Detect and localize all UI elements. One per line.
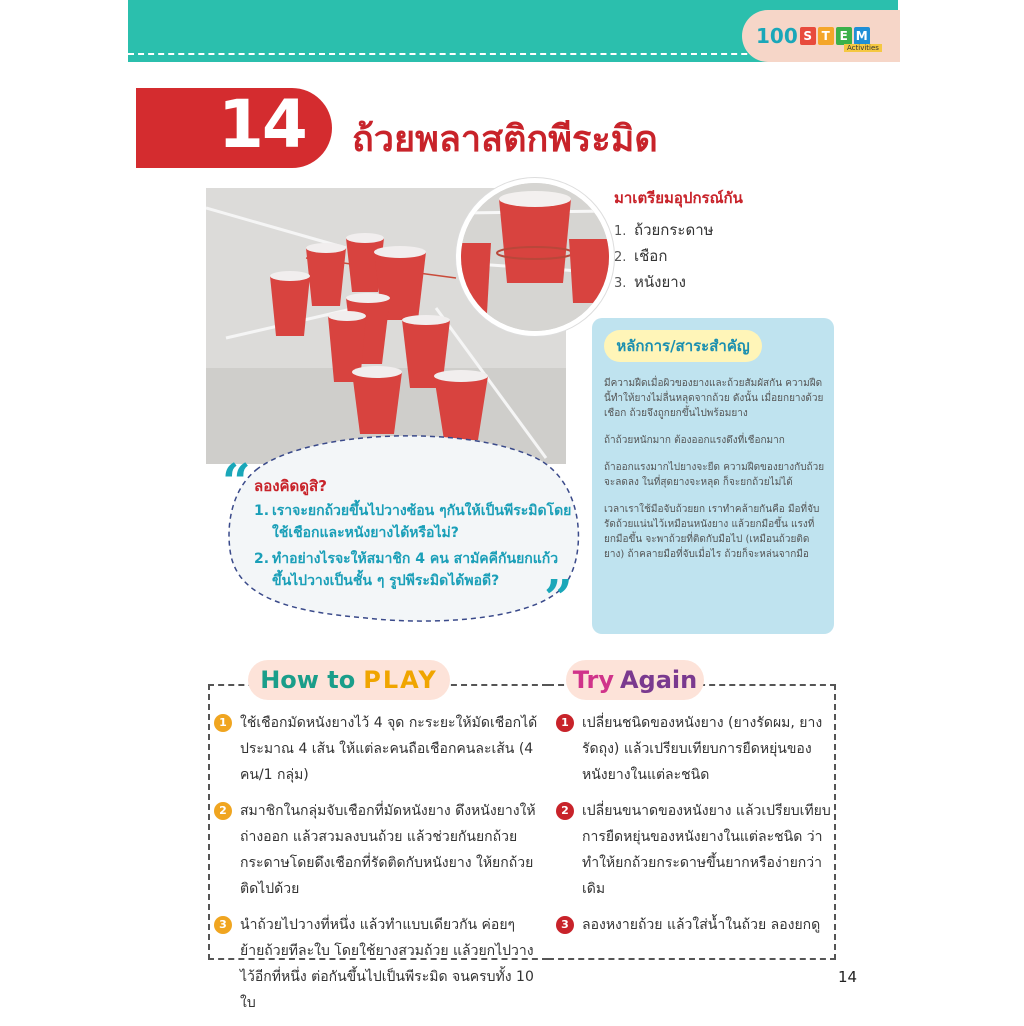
step-number-badge: 3 — [214, 916, 232, 934]
brand-sub: Activities — [844, 44, 882, 52]
howto-title — [248, 660, 450, 700]
think-title: ลองคิดดูสิ? — [254, 477, 327, 495]
howto-title-b: PLAY — [363, 666, 438, 694]
materials-list — [614, 218, 714, 296]
lesson-number: 14 — [218, 86, 306, 163]
howto-steps — [214, 710, 540, 1026]
close-quote-icon: ” — [544, 568, 573, 627]
principle-title: หลักการ/สาระสำคัญ — [604, 330, 762, 362]
principle-paragraph: ถ้าถ้วยหนักมาก ต้องออกแรงดึงที่เชือกมาก — [604, 435, 785, 446]
cup-rubberband-illustration — [461, 183, 609, 331]
lesson-title: ถ้วยพลาสติกพีระมิด — [352, 119, 658, 160]
list-item: 2. เชือก — [614, 247, 668, 265]
think-list — [254, 500, 574, 596]
principle-paragraph: ถ้าออกแรงมากไปยางจะยืด ความฝืดของยางกับถ้วยจะลดลง ในที่สุดยางจะหลุด ก็จะยกถ้วยไม่ได้ — [604, 462, 825, 488]
list-item: 1 เปลี่ยนชนิดของหนังยาง (ยางรัดผม, ยางรัดถุง) แล้วเปรียบเทียบการยืดหยุ่นของหนังยางในแต่ละชนิด — [556, 710, 832, 788]
brand-number: 100 — [756, 24, 798, 48]
step-number-badge: 1 — [556, 714, 574, 732]
step-number-badge: 2 — [556, 802, 574, 820]
brand-logo — [742, 10, 900, 62]
step-number-badge: 3 — [556, 916, 574, 934]
list-item: 2 สมาชิกในกลุ่มจับเชือกที่มัดหนังยาง ดึงหนังยางให้ถ่างออก แล้วสวมลงบนถ้วย แล้วช่วยกันยกถ้วยกระดาษโดยดึงเชือกที่รัดติดกับหนังยาง ให้ยกถ้วยติดไปด้วย — [214, 798, 540, 902]
step-number-badge: 1 — [214, 714, 232, 732]
list-item: 3 ลองหงายถ้วย แล้วใส่น้ำในถ้วย ลองยกดู — [556, 912, 832, 938]
principle-body — [604, 376, 826, 574]
brand-letter: T — [818, 27, 834, 45]
howto-title-a: How to — [260, 666, 356, 694]
list-item: 2 เปลี่ยนขนาดของหนังยาง แล้วเปรียบเทียบการยืดหยุ่นของหนังยางในแต่ละชนิด ว่าทำให้ยกถ้วยกระดาษขึ้นยากหรือง่ายกว่าเดิม — [556, 798, 832, 902]
page-number: 14 — [838, 968, 858, 986]
list-item: 2. ทำอย่างไรจะให้สมาชิก 4 คน สามัคคีกันยกแก้วขึ้นไปวางเป็นชั้น ๆ รูปพีระมิดได้พอดี? — [254, 551, 559, 589]
tryagain-title-a: Try — [572, 666, 614, 694]
list-item: 1. ถ้วยกระดาษ — [614, 221, 714, 239]
tryagain-title — [566, 660, 704, 700]
tryagain-steps — [556, 710, 832, 948]
brand-letter: M — [854, 27, 870, 45]
brand-letter: E — [836, 27, 852, 45]
list-item: 1 ใช้เชือกมัดหนังยางไว้ 4 จุด กะระยะให้มัดเชือกได้ประมาณ 4 เส้น ให้แต่ละคนถือเชือกคนละเส้น (4 คน/1 กลุ่ม) — [214, 710, 540, 788]
list-item: 3. หนังยาง — [614, 273, 687, 291]
brand-letter: S — [800, 27, 816, 45]
list-item: 1. เราจะยกถ้วยขึ้นไปวางซ้อน ๆกันให้เป็นพีระมิดโดยใช้เชือกและหนังยางได้หรือไม่? — [254, 503, 572, 541]
step-number-badge: 2 — [214, 802, 232, 820]
list-item: 3 นำถ้วยไปวางที่หนึ่ง แล้วทำแบบเดียวกัน ค่อยๆ ย้ายถ้วยทีละใบ โดยใช้ยางสวมถ้วย แล้วยกไปวางไว้อีกที่หนึ่ง ต่อกันขึ้นไปเป็นพีระมิด จนครบทั้ง 10 ใบ — [214, 912, 540, 1016]
principle-paragraph: เวลาเราใช้มือจับถ้วยยก เราทำคล้ายกันคือ มือที่จับรัดถ้วยแน่นไว้เหมือนหนังยาง แล้วยกมือขึ้น แรงที่ยกมือขึ้น จะพาถ้วยที่ติดกับมือไป (เหมือนถ้วยติดยาง) ถ้าคลายมือที่จับเมื่อไร ถ้วยก็จะหล่นจากมือ — [604, 504, 820, 560]
detail-photo — [456, 178, 614, 336]
open-quote-icon: “ — [222, 452, 251, 511]
tryagain-title-b: Again — [619, 666, 698, 694]
materials-title: มาเตรียมอุปกรณ์กัน — [614, 189, 743, 207]
principle-paragraph: มีความฝืดเมื่อผิวของยางและถ้วยสัมผัสกัน ความฝืดนี้ทำให้ยางไม่ลื่นหลุดจากถ้วย ดังนั้น เมื่อยกยางด้วยเชือก ถ้วยจึงถูกยกขึ้นไปพร้อมยาง — [604, 378, 824, 419]
